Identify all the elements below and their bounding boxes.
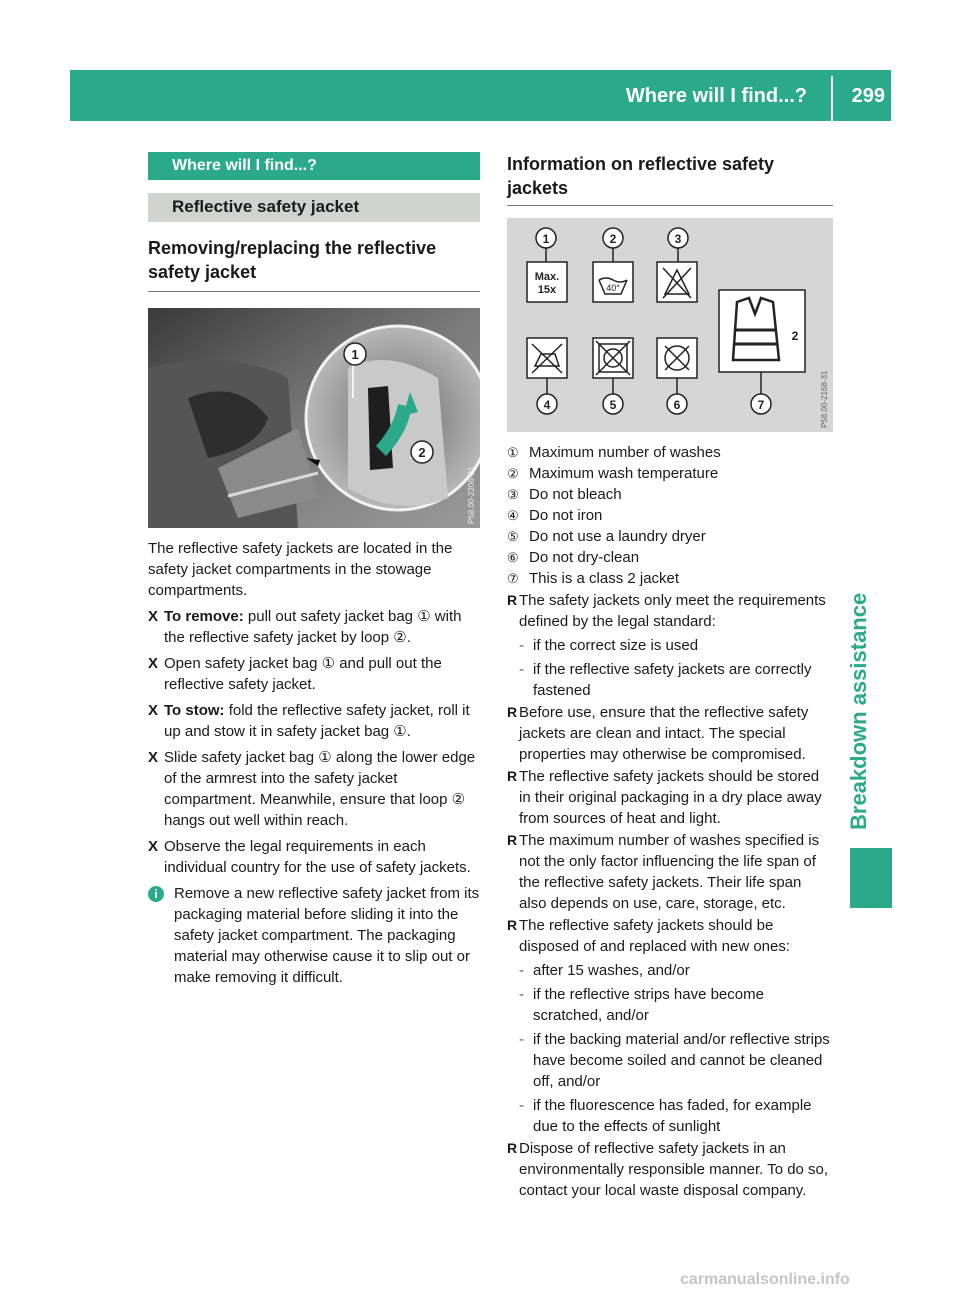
legend-text: Do not use a laundry dryer <box>529 528 706 545</box>
legend-item <box>507 526 833 547</box>
legend-text: Do not bleach <box>529 486 622 503</box>
legend-item <box>507 463 833 484</box>
intro-paragraph: The reflective safety jackets are located in the safety jacket compartments in the stowage compartments. <box>148 540 453 599</box>
step-text: fold the reflective safety jacket, roll it up and stow it in safety jacket bag ①. <box>164 702 470 740</box>
bullet-item <box>507 702 833 765</box>
step-marker: X <box>148 749 159 766</box>
sub-item-text: if the correct size is used <box>533 637 699 654</box>
class-label: 2 <box>791 329 799 343</box>
sub-item-text: if the reflective safety jackets are correctly fastened <box>533 661 812 699</box>
legend-text: This is a class 2 jacket <box>529 570 680 587</box>
temperature-label: 40° <box>606 283 620 293</box>
step-marker: X <box>148 702 159 719</box>
step-text: pull out safety jacket bag ① with the reflective safety jacket by loop ②. <box>164 608 462 646</box>
max-label: Max. <box>534 271 560 283</box>
sub-item-text: after 15 washes, and/or <box>533 962 690 979</box>
dash-marker: - <box>519 637 524 654</box>
bullet-text: Dispose of reflective safety jackets in an environmentally responsible manner. To do so, contact your local waste disposal company. <box>519 1140 829 1199</box>
bullet-marker: R <box>507 1140 518 1156</box>
legend-item <box>507 484 833 505</box>
bullet-marker: R <box>507 768 518 784</box>
running-title: Where will I find...? <box>625 85 807 107</box>
side-tab-block <box>850 848 892 908</box>
dash-marker: - <box>519 986 524 1003</box>
left-column <box>148 152 480 988</box>
bullet-marker: R <box>507 592 518 608</box>
header-band <box>70 70 891 121</box>
header-separator <box>831 76 833 121</box>
legend-number: ③ <box>507 487 519 502</box>
legend-number: ⑥ <box>507 550 519 565</box>
sub-item <box>507 659 833 701</box>
sub-item-text: if the backing material and/or reflective strips have become soiled and cannot be cleaned off, and/or <box>533 1031 830 1090</box>
diagram-number-4: 4 <box>543 398 551 412</box>
sub-item <box>507 1029 833 1092</box>
sub-item-text: if the fluorescence has faded, for example due to the effects of sunlight <box>533 1097 812 1135</box>
diagram-number-5: 5 <box>609 398 617 412</box>
care-symbols-diagram <box>507 218 833 432</box>
step-item <box>148 606 480 648</box>
legend-number: ① <box>507 445 519 460</box>
step-marker: X <box>148 838 159 855</box>
diagram-number-6: 6 <box>673 398 681 412</box>
diagram-number-3: 3 <box>674 232 682 246</box>
right-column <box>507 152 833 1201</box>
bullet-item <box>507 590 833 632</box>
legend-item <box>507 568 833 589</box>
dash-marker: - <box>519 1031 524 1048</box>
section-heading: Information on reflective safety jackets <box>507 152 833 206</box>
step-bold: To remove: <box>164 608 244 625</box>
sub-item <box>507 984 833 1026</box>
bullet-item <box>507 766 833 829</box>
door-armrest-photo <box>148 308 480 528</box>
legend-number: ⑤ <box>507 529 519 544</box>
step-item <box>148 747 480 831</box>
legend-item <box>507 547 833 568</box>
step-text: Slide safety jacket bag ① along the lower edge of the armrest into the safety jacket compartment. Meanwhile, ensure that loop ② hangs out well within reach. <box>164 749 476 829</box>
step-marker: X <box>148 608 159 625</box>
bullet-text: The safety jackets only meet the requirements defined by the legal standard: <box>519 592 826 630</box>
sub-item <box>507 635 833 656</box>
photo-callout-2: 2 <box>418 445 426 460</box>
step-marker: X <box>148 655 159 672</box>
bullet-list <box>507 590 833 1201</box>
bullet-item <box>507 830 833 914</box>
washes-label: 15x <box>537 284 557 296</box>
section-heading: Removing/replacing the reflective safety jacket <box>148 236 480 292</box>
watermark: carmanualsonline.info <box>680 1271 850 1288</box>
bullet-text: The maximum number of washes specified is not the only factor influencing the life span of the reflective safety jackets. Their life span also depends on use, care, storage, etc. <box>519 832 820 912</box>
side-tab-label: Breakdown assistance <box>846 592 871 830</box>
step-text: Observe the legal requirements in each individual country for the use of safety jackets. <box>164 838 471 876</box>
legend-text: Maximum wash temperature <box>529 465 719 482</box>
bullet-item <box>507 1138 833 1201</box>
info-note <box>148 883 480 988</box>
photo-callout-1: 1 <box>351 347 359 362</box>
legend-number: ④ <box>507 508 519 523</box>
step-item <box>148 836 480 878</box>
dash-marker: - <box>519 1097 524 1114</box>
info-text: Remove a new reflective safety jacket from its packaging material before sliding it into the safety jacket compartment. The packaging material may otherwise cause it to slip out or make removing it difficult. <box>174 885 480 986</box>
bullet-marker: R <box>507 917 518 933</box>
sub-item <box>507 960 833 981</box>
bullet-text: The reflective safety jackets should be stored in their original packaging in a dry place away from sources of heat and light. <box>519 768 822 827</box>
legend-list <box>507 442 833 589</box>
legend-item <box>507 505 833 526</box>
subsection-bar: Reflective safety jacket <box>148 193 480 222</box>
section-bar: Where will I find...? <box>148 152 480 180</box>
legend-number: ⑦ <box>507 571 519 586</box>
legend-text: Do not dry-clean <box>529 549 640 566</box>
bullet-marker: R <box>507 832 518 848</box>
sub-item-text: if the reflective strips have become scratched, and/or <box>533 986 764 1024</box>
diagram-code: P58.00-2168-31 <box>820 370 829 428</box>
step-text: Open safety jacket bag ① and pull out the reflective safety jacket. <box>164 655 442 693</box>
diagram-number-1: 1 <box>542 232 550 246</box>
info-icon: i <box>148 886 164 902</box>
step-item <box>148 700 480 742</box>
step-bold: To stow: <box>164 702 225 719</box>
instruction-steps <box>148 606 480 878</box>
legend-number: ② <box>507 466 519 481</box>
photo-illustration <box>148 308 480 528</box>
dash-marker: - <box>519 962 524 979</box>
bullet-text: The reflective safety jackets should be disposed of and replaced with new ones: <box>519 917 791 955</box>
diagram-number-7: 7 <box>757 398 765 412</box>
care-symbols-illustration <box>507 218 833 432</box>
legend-text: Do not iron <box>529 507 603 524</box>
dash-marker: - <box>519 661 524 678</box>
bullet-marker: R <box>507 704 518 720</box>
page-number: 299 <box>851 85 885 107</box>
step-item <box>148 653 480 695</box>
bullet-text: Before use, ensure that the reflective safety jackets are clean and intact. The special properties may otherwise be compromised. <box>519 704 809 763</box>
diagram-number-2: 2 <box>609 232 617 246</box>
photo-code: P58.00-2206-31 <box>467 466 476 524</box>
legend-text: Maximum number of washes <box>529 444 721 461</box>
legend-item <box>507 442 833 463</box>
bullet-item <box>507 915 833 957</box>
sub-item <box>507 1095 833 1137</box>
